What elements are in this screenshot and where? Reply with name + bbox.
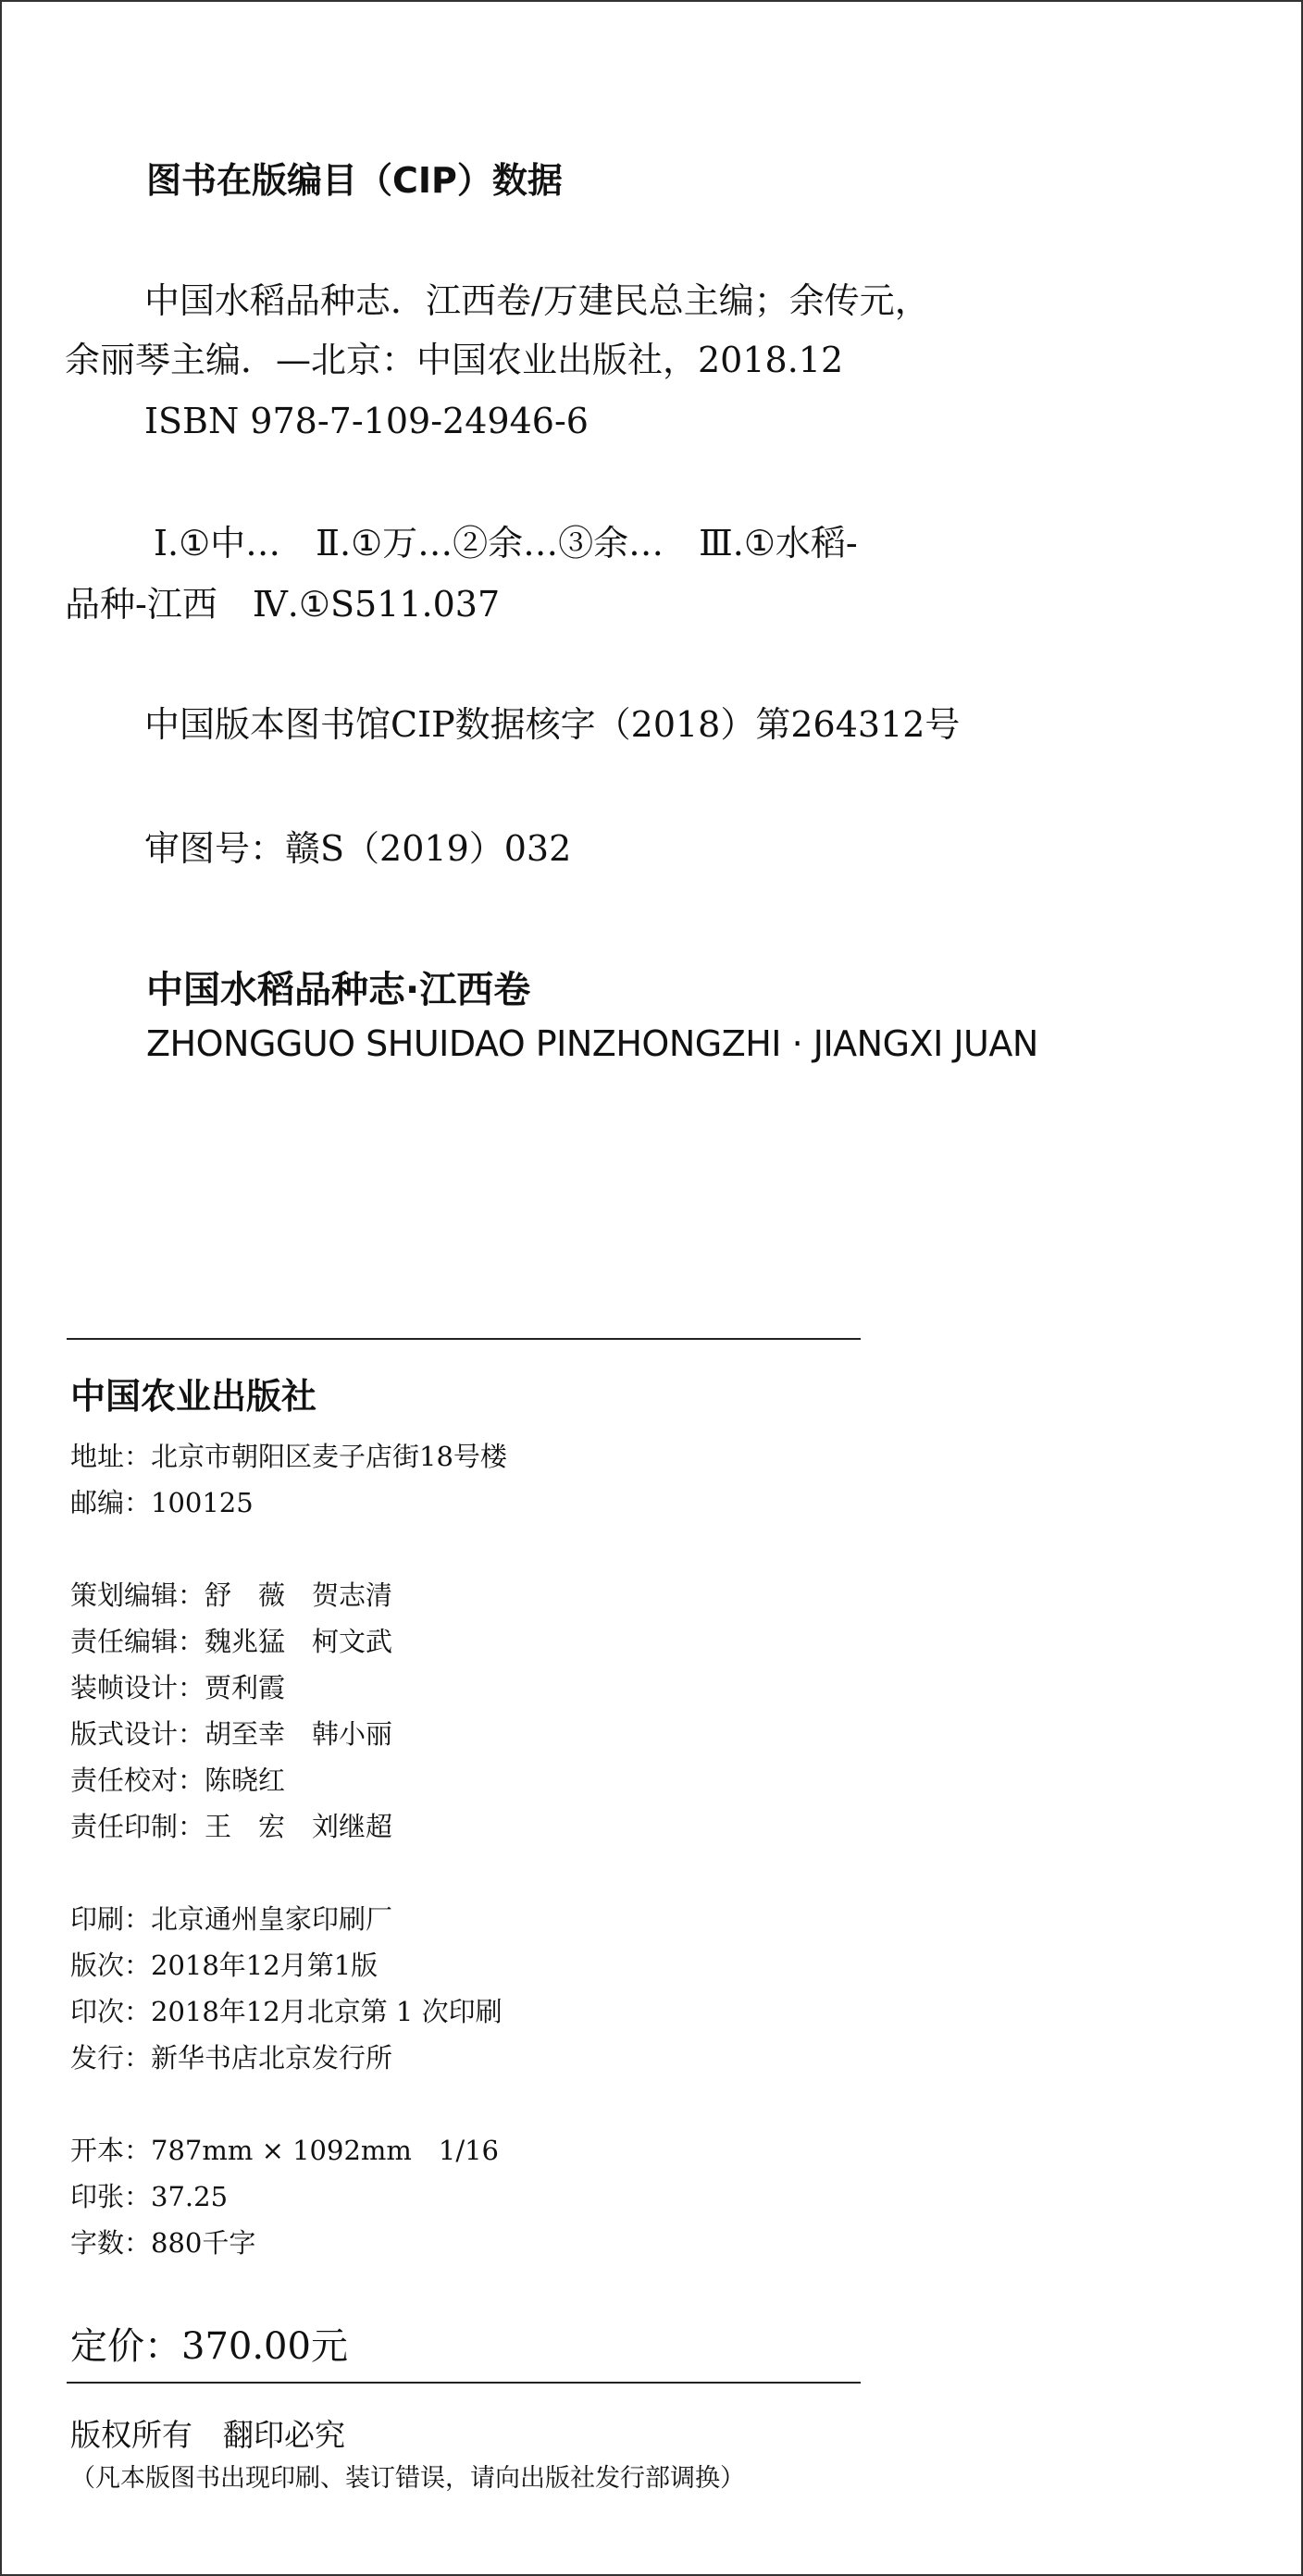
rights-note: （凡本版图书出现印刷、装订错误，请向出版社发行部调换） (70, 2464, 745, 2493)
book-title-cn: 中国水稻品种志·江西卷 (146, 969, 531, 1011)
printing-line: 版次：2018年12月第1版 (70, 1950, 378, 1981)
cip-isbn: ISBN 978-7-109-24946-6 (144, 401, 589, 441)
format-line: 印张：37.25 (70, 2181, 229, 2212)
map-approval-number: 审图号：赣S（2019）032 (144, 828, 572, 869)
book-title-en: ZHONGGUO SHUIDAO PINZHONGZHI · JIANGXI JUAN (146, 1023, 1038, 1064)
cip-subject-line-1: Ⅰ.①中… Ⅱ.①万…②余…③余… Ⅲ.①水稻- (154, 523, 858, 564)
publisher-address: 地址：北京市朝阳区麦子店街18号楼 (70, 1441, 507, 1472)
cip-entry-line-1: 中国水稻品种志．江西卷/万建民总主编；余传元， (144, 280, 930, 321)
staff-line: 装帧设计：贾利霞 (70, 1672, 286, 1703)
format-line: 开本：787mm × 1092mm 1/16 (70, 2135, 500, 2166)
divider-bottom (67, 2382, 861, 2384)
publisher-postcode: 邮编：100125 (70, 1487, 254, 1518)
printing-line: 发行：新华书店北京发行所 (70, 2042, 393, 2074)
staff-line: 责任编辑：魏兆猛 柯文武 (70, 1626, 393, 1657)
cip-subject-line-2: 品种-江西 Ⅳ.①S511.037 (65, 584, 501, 625)
staff-line: 策划编辑：舒 薇 贺志清 (70, 1579, 393, 1611)
divider-top (67, 1338, 861, 1340)
staff-line: 版式设计：胡至幸 韩小丽 (70, 1718, 393, 1750)
format-line: 字数：880千字 (70, 2227, 256, 2259)
cip-entry-line-2: 余丽琴主编．—北京：中国农业出版社，2018.12 (65, 340, 844, 380)
cip-title: 图书在版编目（CIP）数据 (146, 160, 563, 201)
price: 定价：370.00元 (70, 2325, 348, 2368)
staff-line: 责任印制：王 宏 刘继超 (70, 1811, 393, 1842)
publisher-name: 中国农业出版社 (70, 1375, 317, 1417)
cip-library-record: 中国版本图书馆CIP数据核字（2018）第264312号 (144, 704, 961, 745)
staff-line: 责任校对：陈晓红 (70, 1765, 286, 1796)
printing-line: 印次：2018年12月北京第 1 次印刷 (70, 1996, 503, 2027)
printing-line: 印刷：北京通州皇家印刷厂 (70, 1903, 393, 1935)
rights-statement: 版权所有 翻印必究 (70, 2417, 345, 2453)
